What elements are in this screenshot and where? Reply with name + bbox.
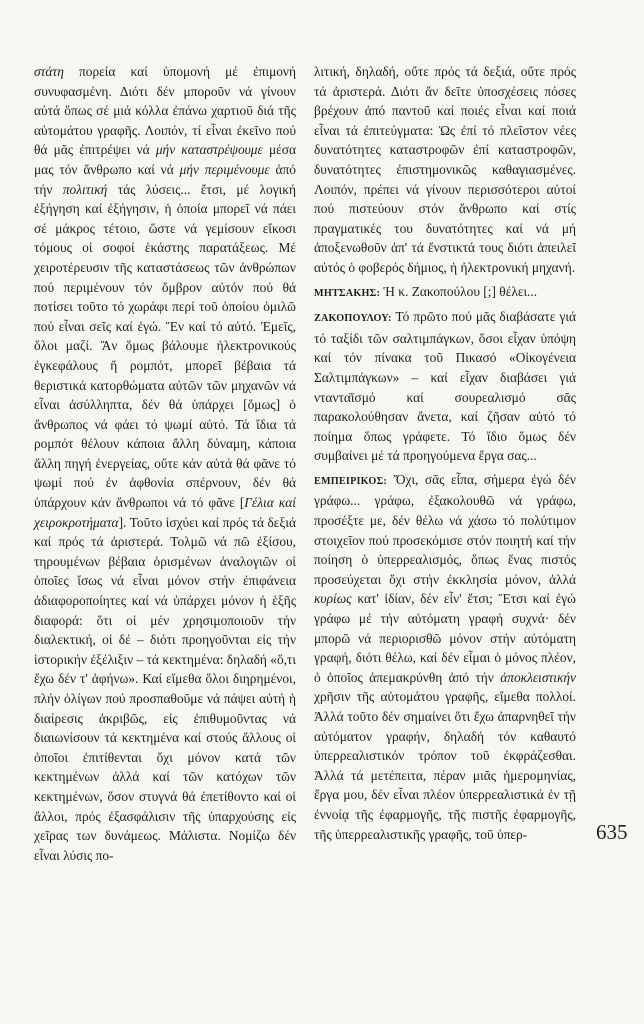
- speech-empeirikos-text-a: Ὄχι, σᾶς εἶπα, σήμερα ἐγώ δέν γράφω... γράφω, ἐξακολουθῶ νά γράφω, προσέξτε με, δέν θέλω νά χάσω τό πολύτιμον στοιχεῖον πού προσεκόμισε στόν ποιητή καί τήν ποίηση ὁ ὑπερρεαλισμός, ὅπως ἕνας πιστός προσεύχεται ὄχι στήν ἐκκλησία μόνον, ἀλλά: [314, 471, 576, 587]
- left-emphasis-run: μήν καταστρέψουμε: [155, 142, 263, 158]
- paragraph-continued: λιτική, δηλαδή, οὔτε πρός τά δεξιά, οὔτε πρός τά ἀριστερά. Διότι ἄν δεῖτε ὑποσχέσεις πόσες βρέχουν ἀπό παντοῦ καί ποιές εἶναι καί ποιά εἶναι τά ἐπιτεύγματα: Ὡς ἐπί τό πλεῖστον νέες δυνατότητες καταστροφῶν ἐπί καταστροφῶν, δυνατότητες ἐπιστημονικῶς καθαγιασμένες. Λοιπόν, πρέπει νά γίνουν περισσότεροι αὐτοί πού πιστεύουν στόν ἄνθρωπο καί στίς πραγματικές του δυνατότητες καί νά μή ἀποξενωθοῦν ἀπ' τά ἔνστικτά τους διότι ἀπειλεῖ αὐτός ὁ φοβερός δήμιος, ἡ ἠλεκτρονική μηχανή.: [314, 64, 576, 275]
- left-text-run: ἀπό τήν: [34, 161, 297, 197]
- left-emphasis-run: πολιτική: [62, 181, 108, 197]
- speech-empeirikos-emphasis-b: ἀποκλειστικήν: [500, 669, 576, 685]
- left-emphasis-run: Γέλια καί χειροκροτήματα: [34, 495, 296, 530]
- left-text-run: μέσα μας τόν ἄνθρωπο καί νά: [34, 142, 296, 177]
- left-emphasis-run: μήν περιμένουμε: [179, 161, 270, 177]
- speech-zakopoulou: [314, 307, 576, 466]
- speech-empeirikos-text-c: χρῆσιν τῆς αὐτομάτου γραφῆς, εἴμεθα πολλοί. Ἀλλά τοῦτο δέν σημαίνει ὅτι ἔχω ἀπαρνηθεῖ τήν αὐτόματον γραφήν, δηλαδή τόν καθαυτό ὑπερρεαλιστικόν τρόπον τοῦ ἐκφράζεσθαι. Ἀλλά τά μετέπειτα, πέραν μιᾶς ἡμερομηνίας, ἔργα μου, δέν εἶναι πλέον ὑπερρεαλιστικά ἐν τῇ ἐννοίᾳ τῆς ἐφαρμογῆς, τῆς πιστῆς ἐφαρμογῆς, τῆς ὑπερρεαλιστικῆς γραφῆς, τοῦ ὑπερ-: [314, 689, 576, 842]
- left-column-paragraph: [34, 62, 296, 865]
- page-number: 635: [596, 820, 628, 844]
- speech-empeirikos-text-b: κατ' ἰδίαν, δέν εἶν' ἔτσι; Ἔτσι καί ἐγώ γράφω μέ τήν αὐτόματη γραφή συχνά· δέν μπορῶ νά περιορισθῶ μόνον στήν αὐτόματη γραφή, διότι θέλω, καί δέν εἶμαι ὁ μόνος πλέον, ὁ ὁποῖος ἀπεμακρύνθη ἀπό τήν: [314, 591, 576, 685]
- left-text-run: πορεία καί ὑπομονή μέ ἐπιμονή συνυφασμένη. Διότι δέν μποροῦν νά γίνουν αὐτά ὅπως σέ μιά κόλλα ἐπάνω χαρτιοῦ διά τῆς αὐτομάτου γραφῆς. Λοιπόν, τί εἶναι ἐκεῖνο πού θά μᾶς ἐπιτρέψει νά: [34, 64, 296, 158]
- speaker-zakopoulou: ΖΑΚΟΠΟΥΛΟΥ:: [314, 313, 392, 325]
- speech-empeirikos: [314, 470, 576, 844]
- left-text-run: ]. Τοῦτο ἰσχύει καί πρός τά δεξιά καί πρός τά ἀριστερά. Τολμῶ νά πῶ ἐξίσου, τηρουμένων βέβαια ὁρισμένων ἀναλογιῶν οἱ ὁποῖες ἴσως νά εἶναι μόνον στήν ἐπιφάνεια ἀδιαφοροποίητες καί νά ὑπάρχει μόνον ἡ ἑξῆς διαφορά: ὅτι οἱ μέν χρησιμοποιοῦν τήν διαλεκτική, οἱ δέ – διότι προηγοῦνται εἰς τήν ἱστορικήν ἐξέλιξιν – τά κεκτημένα: δηλαδή «ὅ,τι ἔχω δέν τ' ἀφήνω». Καί εἴμεθα ὅλοι διηρημένοι, πλήν ὀλίγων πού προσπαθοῦμε νά πάψει αὐτή ἡ διαίρεσις ἀκριβῶς, εἰς ἐπιθυμοῦντας νά διαιωνίσουν τά κεκτημένα καί στούς ἄλλους οἱ ὁποῖοι ἐπιτίθενται ὄχι μόνον κατά τῶν κεκτημένων ἀλλά καί τῶν κατόχων τῶν κεκτημένων, ὅσον στυγνά θά ἐπετίθοντο καί οἱ ἄλλοι, πρός ἐξασφάλισιν τῆς ὑπαρχούσης εἰς χεῖρας των δυνάμεως. Μάλιστα. Νομίζω δέν εἶναι λύσις πο-: [34, 514, 296, 863]
- speech-mitsakis-text: Ἡ κ. Ζακοπούλου [;] θέλει...: [380, 283, 538, 299]
- speech-empeirikos-emphasis-a: κυρίως: [314, 591, 352, 607]
- right-column: [314, 62, 576, 844]
- left-column: [34, 62, 296, 865]
- speaker-empeirikos: ΕΜΠΕΙΡΙΚΟΣ:: [314, 475, 387, 487]
- left-text-run: τάς λύσεις... ἔτσι, μέ λογική ἐξήγηση καί ἐξήγησιν, ἡ ὁποία μπορεῖ νά πάει σέ μάκρος τέτοιο, ὥστε νά γεμίσουν εἴκοσι τόμους οἱ σοφοί ἑκάστης παρατάξεως. Μέ χειροτέρευσιν τῆς καταστάσεως τῶν ἀνθρώπων πού περιμένουν τόν ὄμβρον αὐτόν πού θά ποτίσει τοῦτο τό χωράφι περί τοῦ ὁποίου ὁμιλῶ πού εἶναι σεῖς καί ἐγώ. Ἔν καί τό αὐτό. Ἐμεῖς, ὅλοι μαζί. Ἄν ὅμως βάλουμε ἠλεκτρονικούς ἐγκεφάλους ἤ ρομπότ, μπορεῖ βέβαια τά θεριστικά κατορθώματα αὐτῶν τῶν μηχανῶν νά εἶναι ἀσύλληπτα, δέν θά ὑπάρχει [ὅμως] ὁ ἄνθρωπος νά φάει τό ψωμί αὐτό. Τά ἴδια τά ρομπότ θέλουν κάποια ἄλλη δύναμη, κάποια ἄλλη πηγή ἐνεργείας, οὔτε κάν αὐτά θά φᾶνε τό ψωμί πού ἐν ἀφθονία σπέρνουν, δέν θά ὑπάρχουν κάν ἄνθρωποι νά τό φᾶνε [: [34, 181, 296, 511]
- speaker-mitsakis: ΜΗΤΣΑΚΗΣ:: [314, 287, 381, 299]
- speech-zakopoulou-text: Τό πρῶτο πού μᾶς διαβάσατε γιά τό ταξίδι τῶν σαλτιμπάγκων, ὅσοι εἶχαν ὑπόψη καί τόν πίνακα τοῦ Πικασό «Οἰκογένεια Σαλτιμπάγκων» – καί εἶχαν διαβάσει γιά νταντα̈ϊσμό καί σουρεαλισμό σᾶς παρακολούθησαν ἄνετα, καί ζῆσαν αὐτό τό ποίημα ὅπως γράφετε. Τό ἴδιο ὅμως δέν συμβαίνει μέ τά προηγούμενα ἔργα σας...: [314, 309, 576, 464]
- speech-mitsakis: [314, 282, 576, 304]
- left-emphasis-run: στάτη: [34, 64, 64, 79]
